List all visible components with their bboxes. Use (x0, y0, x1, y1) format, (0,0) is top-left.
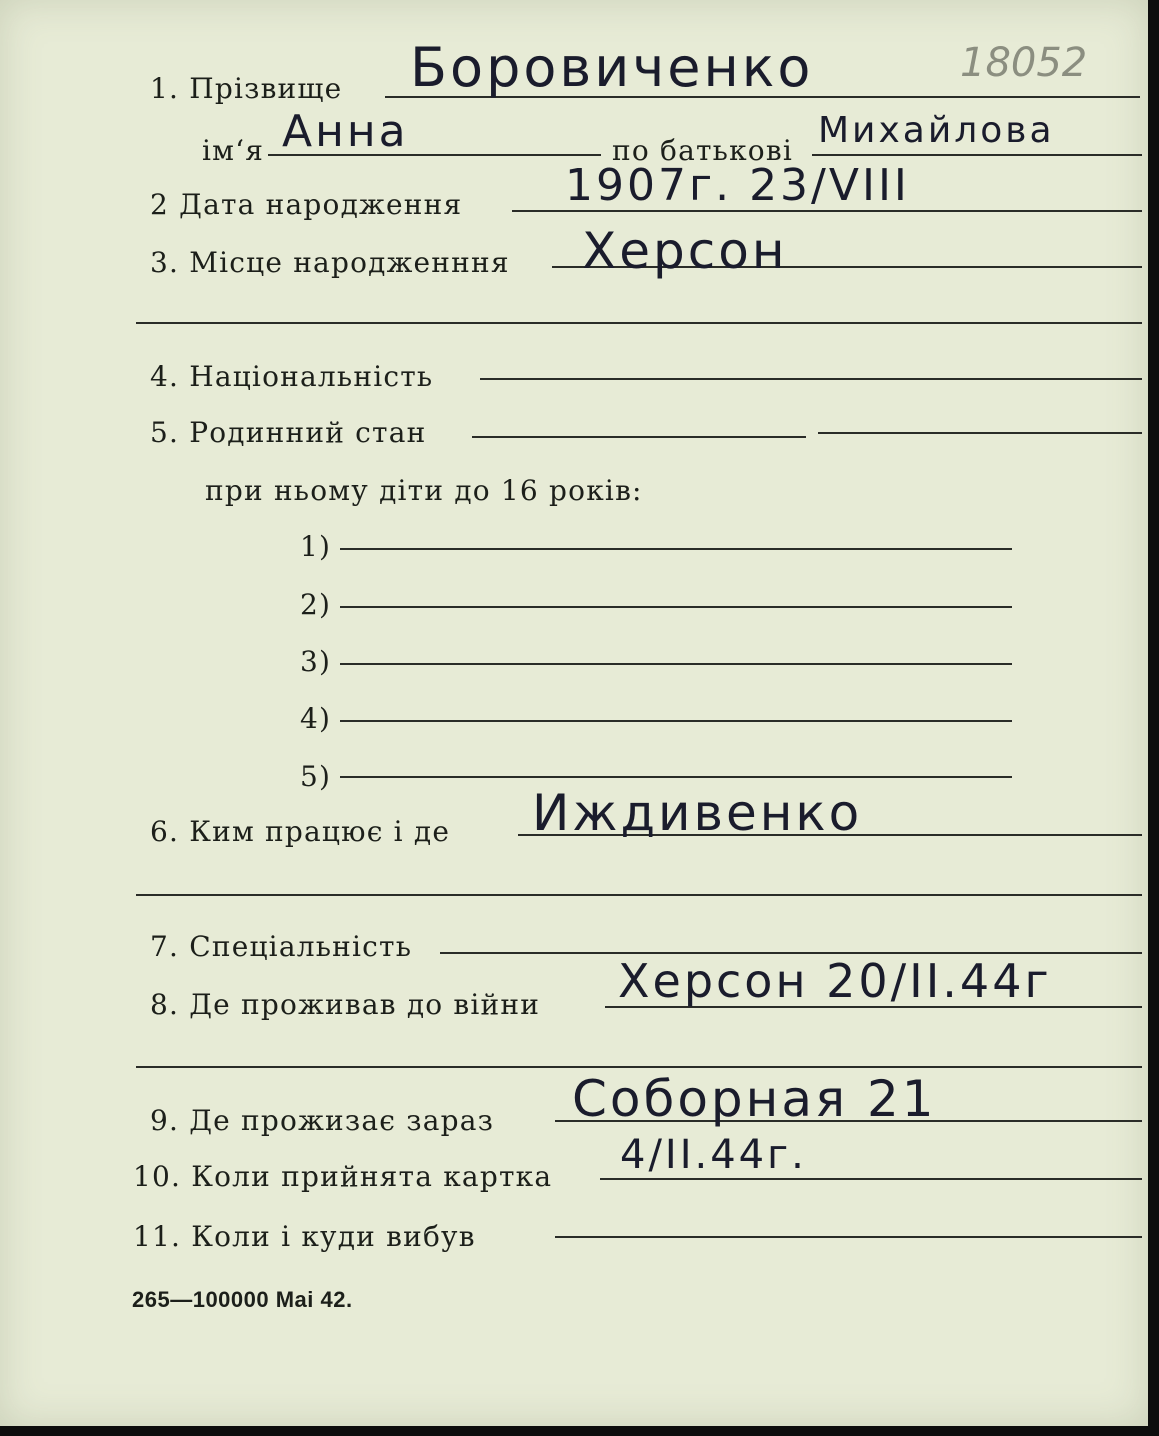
marital-status-line-b (818, 432, 1142, 434)
name-value: Анна (282, 106, 409, 157)
employment-value: Иждивенко (532, 784, 863, 842)
employment-line-2 (136, 894, 1142, 896)
prewar-residence-line-2 (136, 1066, 1142, 1068)
card-accepted-line (600, 1178, 1142, 1180)
patronymic-value: Михайлова (818, 110, 1055, 151)
prewar-residence-label: 8. Де проживав до війни (150, 988, 541, 1021)
marital-status-line-a (472, 436, 806, 438)
card-accepted-label: 10. Коли прийнята картка (133, 1160, 553, 1193)
departure-line (555, 1236, 1142, 1238)
child-1-label: 1) (300, 530, 332, 563)
current-residence-value: Соборная 21 (572, 1070, 937, 1128)
card-accepted-value: 4/II.44г. (620, 1132, 807, 1178)
surname-label: 1. Прізвище (150, 72, 343, 105)
child-1-line (340, 548, 1012, 550)
specialty-label: 7. Спеціальність (150, 930, 413, 963)
departure-label: 11. Коли і куди вибув (133, 1220, 476, 1253)
child-2-label: 2) (300, 588, 332, 621)
birth-place-label: 3. Місце народженння (150, 246, 510, 279)
surname-value: Боровиченко (410, 36, 814, 99)
employment-label: 6. Ким працює і де (150, 815, 451, 848)
scan-border-bottom (0, 1426, 1159, 1436)
prewar-residence-value: Херсон 20/II.44г (618, 954, 1052, 1008)
current-residence-label: 9. Де прожизає зараз (150, 1104, 495, 1137)
child-4-line (340, 720, 1012, 722)
scan-border-right (1148, 0, 1159, 1436)
birth-place-value: Херсон (582, 222, 788, 280)
marital-status-label: 5. Родинний стан (150, 416, 427, 449)
child-5-label: 5) (300, 760, 332, 793)
children-heading: при ньому діти до 16 років: (205, 474, 643, 507)
child-5-line (340, 776, 1012, 778)
child-2-line (340, 606, 1012, 608)
name-label: ім‘я (202, 134, 265, 167)
nationality-label: 4. Національність (150, 360, 434, 393)
archive-number: 18052 (960, 40, 1088, 86)
printer-mark: 265—100000 Mai 42. (132, 1287, 353, 1312)
birth-place-line-2 (136, 322, 1142, 324)
child-4-label: 4) (300, 702, 332, 735)
patronymic-label: по батькові (612, 134, 793, 167)
nationality-line (480, 378, 1142, 380)
birth-date-label: 2 Дата народження (150, 188, 463, 221)
child-3-line (340, 663, 1012, 665)
child-3-label: 3) (300, 645, 332, 678)
patronymic-line (812, 154, 1142, 156)
birth-date-value: 1907г. 23/VIII (565, 160, 910, 211)
